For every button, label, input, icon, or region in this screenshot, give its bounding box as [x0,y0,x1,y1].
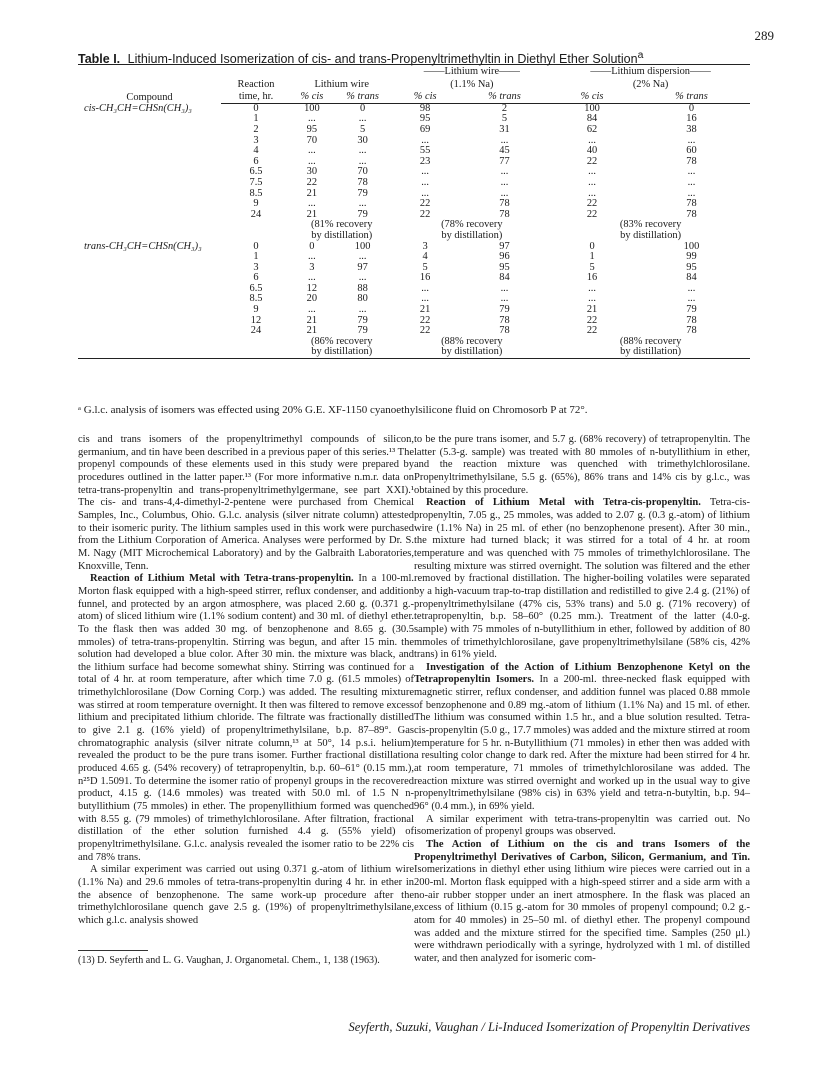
section-heading: Reaction of Lithium Metal with Tetra-trans-propenyltin. [90,573,354,585]
time-cell: 8.5 [249,187,263,199]
running-footer: Seyferth, Suzuki, Vaughan / Li-Induced Isomerization of Propenyltin Derivatives [348,1020,750,1034]
value-cell: 77 [499,155,510,167]
time-cell: 8.5 [249,293,263,305]
isomerization-table [78,64,750,359]
value-cell: 100 [354,240,371,252]
value-cell: 2 [501,102,508,114]
time-cell: 1 [253,251,259,263]
recovery-note: (78% recovery [441,219,503,231]
compound-cell [78,326,221,337]
value-cell: 80 [357,293,368,305]
value-cell: 99 [686,251,697,263]
value-cell: 95 [419,113,431,125]
value-cell: 95 [306,123,318,135]
value-cell: ... [358,113,367,125]
table-row [78,305,750,316]
value-cell: 45 [499,145,510,157]
compound-cell: trans-CH₃CH=CHSn(CH₃)₃ [84,240,202,252]
value-cell: 38 [686,123,697,135]
value-cell: 79 [686,304,697,316]
value-cell: ... [588,282,596,294]
time-cell: 7.5 [249,176,263,188]
compound-cell [78,125,221,136]
value-cell: 70 [357,166,368,178]
value-cell: 0 [589,240,595,252]
value-cell: 22 [586,198,598,210]
value-cell: ... [421,176,429,188]
value-cell: 96 [499,251,510,263]
table-row [78,178,750,189]
value-cell: ... [421,134,429,146]
value-cell: 55 [419,145,431,157]
recovery-note: by distillation) [291,347,392,358]
value-cell: 84 [499,272,510,284]
value-cell: 100 [683,240,700,252]
paragraph: A similar experiment with tetra-trans-propenyltin was carried out. No isomerization of propenyl groups was observed. [414,813,750,838]
trans-rows [78,242,750,337]
value-cell: ... [358,272,367,284]
value-cell: 0 [359,102,366,114]
compound-cell [78,167,221,178]
value-cell: 21 [586,304,598,316]
value-cell: ... [307,272,316,284]
table-row [78,125,750,136]
table-footnote: ᵃ G.l.c. analysis of isomers was effected using 20% G.E. XF-1150 cyanoethylsilicone fluid on Chromosorb P at 72°. [78,404,588,416]
cis-recovery [78,220,750,241]
col-pct-trans: % trans [333,90,393,103]
value-cell: 22 [419,198,431,210]
value-cell: ... [421,293,429,305]
recovery-note: by distillation) [441,229,503,241]
value-cell: 88 [357,282,368,294]
col-pct-trans: % trans [458,90,551,103]
value-cell: 16 [586,272,598,284]
paragraph: to be the pure trans isomer, and 5.7 g. (68% recovery) of tetrapropenyltin. The latter (5.3-g. sample) was treated with 80 mmoles of n-butyllithium in ether, and the reaction mixture was quenched with trimethylchlorosilane. Propenyltrimethylsilane, 5.5 g. (65%), 86% trans and 14% cis by g.l.c., was obtained by this procedure. [414,434,750,496]
table-row [78,294,750,305]
time-cell: 12 [250,314,262,326]
recovery-note: (81% recovery [311,219,373,231]
value-cell: ... [500,176,509,188]
value-cell: 5 [359,123,366,135]
value-cell: 21 [306,187,318,199]
value-cell: ... [358,145,367,157]
recovery-note: by distillation) [620,229,682,241]
value-cell: ... [588,176,596,188]
value-cell: 100 [584,102,600,114]
value-cell: 100 [304,102,320,114]
time-cell: 1 [253,113,259,125]
col-pct-cis: % cis [551,90,633,103]
table-label: Table I. [78,52,121,67]
compound-cell [78,146,221,157]
value-cell: ... [358,155,367,167]
table-row [78,114,750,125]
value-cell: 97 [357,261,368,273]
value-cell: 12 [306,282,318,294]
value-cell: ... [421,166,429,178]
value-cell: ... [500,134,509,146]
time-cell: 3 [253,134,259,146]
value-cell: ... [500,282,509,294]
value-cell: 4 [422,251,428,263]
group3-sub: (2% Na) [632,78,669,90]
recovery-note: (83% recovery [619,219,682,231]
recovery-note: by distillation) [311,229,373,241]
col-pct-cis: % cis [392,90,457,103]
compound-cell [78,273,221,284]
value-cell: ... [588,166,596,178]
compound-cell [78,316,221,327]
table-row [78,189,750,200]
compound-cell [78,178,221,189]
footnote-divider [78,950,148,951]
value-cell: ... [588,293,596,305]
group2-sub: (1.1% Na) [450,78,494,90]
value-cell: 79 [357,208,368,220]
value-cell: ... [687,134,696,146]
compound-cell [78,189,221,200]
table-row [78,252,750,263]
value-cell: ... [421,282,429,294]
time-cell: 0 [253,240,259,252]
value-cell: ... [358,198,367,210]
value-cell: ... [687,282,696,294]
cis-rows [78,103,750,220]
table-row [78,273,750,284]
paragraph: cis and trans isomers of the propenyltrimethyl compounds of silicon, germanium, and tin have been described in a previous paper of this series.¹³ The propenyl compounds of these elements used in this study were prepared by procedures outlined in the latter paper.¹³ (For more informative n.m.r. data on tetra-trans-propenyltin and trans-propenyltrimethylgermane, see part XXI).¹ The cis- and trans-4,4-dimethyl-2-pentene were purchased from Chemical Samples, Inc., Columbus, Ohio. G.l.c. analysis (silver nitrate column) attested to their isomeric purity. The lithium samples used in this work were purchased from the Lithium Corporation of America. Analyses were performed by Dr. S. M. Nagy (MIT Microchemical Laboratory) and by the Galbraith Laboratories, Knoxville, Tenn. [78,434,414,572]
value-cell: ... [687,293,696,305]
paragraph: Isomerizations in diethyl ether using lithium wire pieces were carried out in a 200-ml. Morton flask equipped with a high-speed stirrer and a side arm with a no-air rubber stopper under an inert atmosphere. In the flask was placed an excess of lithium (0.15 g.-atom for 30 mmoles of propenyl compound; 0.2 g.-atom for 40 mmoles) in 25–50 ml. of diethyl ether. The propenyl compound was added and the mixture stirred for the specified time. Samples (250 μl.) were withdrawn periodically with a syringe, hydrolyzed with 1 ml. of distilled water, and then analyzed for isomeric com- [414,864,750,964]
value-cell: 22 [586,208,598,220]
compound-cell [78,294,221,305]
recovery-note: (88% recovery [441,335,503,347]
recovery-note: (88% recovery [619,335,682,347]
compound-cell: cis-CH₃CH=CHSn(CH₃)₃ [84,102,192,114]
value-cell: 69 [419,123,431,135]
value-cell: ... [687,166,696,178]
value-cell: 21 [306,314,318,326]
value-cell: ... [687,176,696,188]
value-cell: 0 [309,240,315,252]
value-cell: 3 [309,261,315,273]
table-row [78,199,750,210]
value-cell: 95 [686,261,697,273]
time-cell: 6 [253,272,259,284]
value-cell: 84 [686,272,697,284]
time-cell: 0 [253,102,259,114]
value-cell: 22 [306,176,318,188]
section-heading: The Action of Lithium on the cis and trans Isomers of the Propenyltrimethyl Derivatives of Carbon, Silicon, Germanium, and Tin. [414,839,750,863]
value-cell: 78 [499,208,510,220]
value-cell: 22 [586,325,598,337]
right-column [414,434,750,966]
value-cell: 78 [686,325,697,337]
time-cell: 9 [253,198,259,210]
reference-footnote: (13) D. Seyferth and L. G. Vaughan, J. Organometal. Chem., 1, 138 (1963). [78,954,380,966]
section-heading: Investigation of the Action of Lithium Benzophenone Ketyl on the Tetrapropenyltin Isomers. [414,661,750,686]
time-cell: 6.5 [249,166,263,178]
value-cell: 98 [419,102,431,114]
time-cell: 6 [253,155,259,167]
table-row [78,263,750,274]
compound-cell [78,284,221,295]
time-cell: 24 [250,208,262,220]
compound-cell [78,199,221,210]
value-cell: ... [421,187,429,199]
page-number: 289 [754,28,774,43]
time-cell: 9 [253,304,259,316]
value-cell: 78 [357,176,368,188]
table-row [78,103,750,114]
value-cell: 5 [589,261,595,273]
value-cell: ... [500,187,509,199]
compound-cell [78,114,221,125]
value-cell: 21 [419,304,431,316]
value-cell: 79 [499,304,510,316]
value-cell: 0 [688,102,695,114]
value-cell: 62 [586,123,598,135]
time-cell: 24 [250,325,262,337]
table-row [78,284,750,295]
time-cell: 2 [253,123,259,135]
value-cell: 78 [686,198,697,210]
value-cell: 31 [499,123,510,135]
col-pct-cis: % cis [291,90,333,103]
table-row [78,167,750,178]
value-cell: ... [588,187,596,199]
value-cell: 5 [501,113,508,125]
col-compound: Compound [78,65,221,104]
value-cell: 1 [589,251,595,263]
compound-cell [78,136,221,147]
value-cell: ... [307,155,316,167]
time-cell: 6.5 [249,282,263,294]
value-cell: ... [307,304,316,316]
value-cell: ... [307,145,316,157]
value-cell: 5 [422,261,428,273]
value-cell: 22 [419,314,431,326]
col-reaction-time-2: time, hr. [221,90,291,103]
value-cell: 60 [686,145,697,157]
paragraph: In a 200-ml. three-necked flask equipped with magnetic stirrer, reflux condenser, and addition funnel was placed 0.88 mmole of benzophenone and 0.89 mg.-atom of lithium (1.1% Na) and 15 ml. of ether. The lithium was consumed within 1.5 hr., and a blue solution resulted. Tetra-cis-propenyltin (5.0 g., 17.7 mmoles) was added and the mixture stirred at room temperature for 5 hr. n-Butyllithium (71 mmoles) in ether then was added with a resulting color change to dark red. After the mixture had been stirred for 4 hr. at room temperature, 71 mmoles of trimethylchlorosilane was added. The reaction mixture was stirred overnight and worked up in the usual way to give propenyltrimethylsilane (98% cis) in 63% yield and tetra-n-butyltin, b.p. 94–96° (0.4 mm.), in 69% yield. [414,674,750,813]
table-row [78,146,750,157]
value-cell: 22 [419,208,431,220]
value-cell: ... [358,304,367,316]
recovery-note: (86% recovery [311,335,373,347]
recovery-note: by distillation) [392,347,551,358]
value-cell: 78 [499,325,510,337]
time-cell: 3 [253,261,259,273]
col-reaction-time-1: Reaction [221,65,291,91]
value-cell: 70 [306,134,318,146]
table-caption-text: Lithium-Induced Isomerization of cis- and trans-Propenyltrimethyltin in Diethyl Ether Solution [127,52,638,67]
value-cell: 78 [499,314,510,326]
table-row [78,157,750,168]
value-cell: 22 [586,314,598,326]
value-cell: ... [307,251,316,263]
value-cell: 23 [419,155,431,167]
group1-title: Lithium wire [314,78,369,90]
value-cell: 78 [499,198,510,210]
caption-footnote-mark: a [637,50,644,61]
time-cell: 4 [253,145,259,157]
value-cell: ... [687,187,696,199]
value-cell: 21 [306,208,318,220]
value-cell: ... [588,134,596,146]
compound-cell [78,157,221,168]
value-cell: 30 [357,134,368,146]
group2-title: ——Lithium wire—— [392,65,551,78]
table-row [78,242,750,253]
compound-cell [78,210,221,221]
section-heading: Reaction of Lithium Metal with Tetra-cis-propenyltin. [426,497,701,509]
value-cell: 22 [586,155,598,167]
value-cell: 22 [419,325,431,337]
compound-cell [78,263,221,274]
value-cell: 20 [306,293,318,305]
trans-recovery [78,337,750,359]
col-pct-trans: % trans [633,90,750,103]
compound-cell [78,305,221,316]
value-cell: 79 [357,325,368,337]
group3-title: ——Lithium dispersion—— [551,65,750,78]
paragraph: A similar experiment was carried out using 0.371 g.-atom of lithium wire (1.1% Na) and 29.6 mmoles of tetra-trans-propenyltin during 4 hr. in ether in the absence of benzophenone. The same work-up procedure after the trimethylchlorosilane quench gave 2.5 g. (19%) of propenyltrimethylsilane, which g.l.c. analysis showed [78,864,414,926]
value-cell: 95 [499,261,510,273]
value-cell: 30 [306,166,318,178]
compound-cell [78,252,221,263]
value-cell: 79 [357,314,368,326]
value-cell: 79 [357,187,368,199]
value-cell: ... [307,198,316,210]
value-cell: 21 [306,325,318,337]
paragraph: Tetra-cis-propenyltin, 7.05 g., 25 mmoles, was added to 2.07 g. (0.3 g.-atom) of lithium wire (1.1% Na) in 25 ml. of ether (no benzophenone present). After 30 min., the mixture had turned black; it was stirred for a total of 4 hr. at room temperature and was quenched with 75 mmoles of trimethylchlorosilane. The resulting mixture was stirred overnight. The solution was filtered and the ether removed by fractional distillation. The higher-boiling volatiles were separated by a high-vacuum trap-to-trap distillation and redistilled to give 2.4 g. (21%) of propenyltrimethylsilane (47% cis, 53% trans) and 5.0 g. (71% recovery) of tetrapropenyltin, b.p. 58–60° (0.25 mm.). Treatment of the latter (4.0-g. sample) with 75 mmoles of n-butyllithium in ether, followed by addition of 80 mmoles of trimethylchlorosilane, gave propenyltrimethylsilane (58% cis, 42% trans) in 61% yield. [414,497,750,661]
value-cell: ... [500,166,509,178]
value-cell: ... [500,293,509,305]
value-cell: 84 [586,113,598,125]
paragraph: In a 100-ml. Morton flask equipped with a high-speed stirrer, reflux condenser, and addition funnel, and protected by an argon atmosphere, was placed 2.60 g. (0.371 g.-atom) of sliced lithium wire (1.1% sodium content) and 30 ml. of diethyl ether. To the flask then was added 30 mg. of benzophenone and 8.65 g. (30.5 mmoles) of tetra-trans-propenyltin. Stirring was begun, and after 15 min. the solution had developed a blue color. After 30 min. the mixture was black, and the lithium surface had become somewhat shiny. Stirring was continued for a total of 4 hr. at room temperature, after which time 7.0 g. (61.5 mmoles) of trimethylchlorosilane (Dow Corning Corp.) was added. The resulting mixture was stirred at room temperature overnight. It then was filtered to remove excess lithium and precipitated lithium chloride. The filtrate was fractionally distilled to give 2.1 g. (16% yield) of propenyltrimethylsilane, b.p. 87–89°. Gas chromatographic analysis (silver nitrate column,¹³ at 50°, 14 p.s.i. helium) revealed the product to be the pure trans isomer. Further fractional distillation produced 4.65 g. (54% recovery) of tetrapropenyltin, b.p. 60–61° (0.15 mm.), n²⁵D 1.5091. To determine the isomer ratio of propenyl groups in the recovered product, 4.15 g. (14.6 mmoles) was treated with 50.0 ml. of 1.5 N n-butyllithium (75 mmoles) in ether. The propenyllithium formed was quenched with 8.55 g. (79 mmoles) of trimethylchlorosilane. After filtration, fractional distillation of the ether solution furnished 4.4 g. (55% yield) of propenyltrimethylsilane. G.l.c. analysis revealed the isomer ratio to be 22% cis and 78% trans. [78,573,414,863]
value-cell: ... [307,113,316,125]
value-cell: 78 [686,155,697,167]
table-row [78,136,750,147]
value-cell: 78 [686,208,697,220]
recovery-note: by distillation) [551,347,750,358]
value-cell: 78 [686,314,697,326]
value-cell: ... [358,251,367,263]
value-cell: 16 [686,113,697,125]
left-column [78,434,414,966]
value-cell: 3 [422,240,428,252]
value-cell: 97 [499,240,510,252]
value-cell: 16 [419,272,431,284]
table-row [78,316,750,327]
value-cell: 40 [586,145,598,157]
